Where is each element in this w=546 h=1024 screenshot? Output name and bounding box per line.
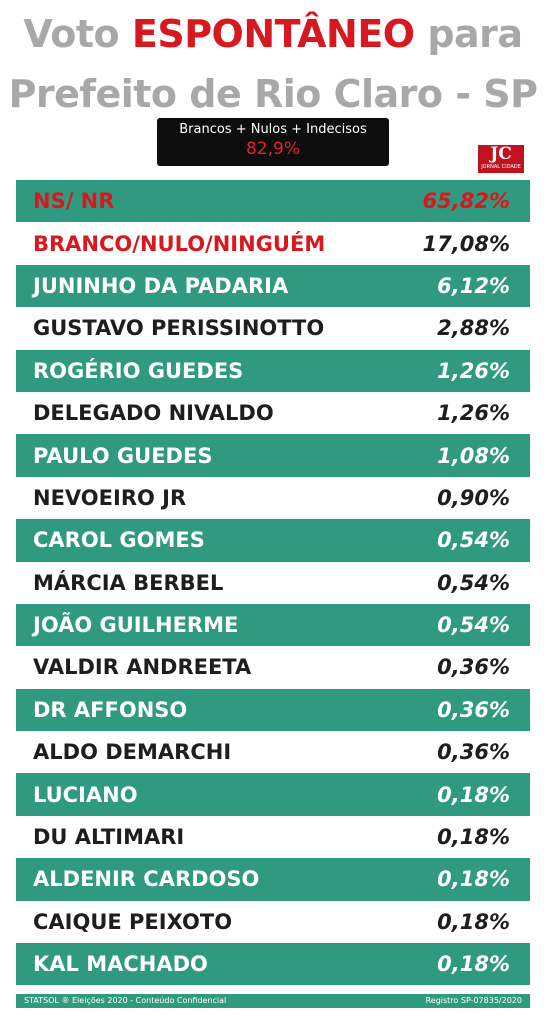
table-row bbox=[16, 307, 530, 349]
footer-left: STATSOL ® Eleições 2020 - Conteúdo Confidencial bbox=[24, 996, 227, 1005]
title-line-1 bbox=[0, 12, 546, 56]
summary-box bbox=[157, 118, 389, 166]
candidate-name: LUCIANO bbox=[33, 782, 138, 807]
candidate-percentage: 0,90% bbox=[437, 485, 510, 510]
table-row bbox=[16, 519, 530, 561]
table-row bbox=[16, 392, 530, 434]
candidate-name: JOÃO GUILHERME bbox=[33, 613, 239, 638]
table-row bbox=[16, 222, 530, 264]
logo-text: JC bbox=[490, 144, 512, 164]
candidate-percentage: 6,12% bbox=[437, 273, 510, 298]
table-row bbox=[16, 434, 530, 476]
candidate-name: KAL MACHADO bbox=[33, 952, 208, 977]
title-prefix: Voto bbox=[23, 12, 132, 56]
table-row bbox=[16, 477, 530, 519]
candidate-name: JUNINHO DA PADARIA bbox=[33, 273, 289, 298]
table-row bbox=[16, 773, 530, 815]
table-row bbox=[16, 180, 530, 222]
candidate-name: DU ALTIMARI bbox=[33, 825, 185, 850]
table-row bbox=[16, 731, 530, 773]
candidate-percentage: 1,26% bbox=[437, 358, 510, 383]
candidate-percentage: 0,18% bbox=[437, 867, 510, 892]
table-row bbox=[16, 943, 530, 985]
title-suffix: para bbox=[414, 12, 523, 56]
table-row bbox=[16, 562, 530, 604]
candidate-name: GUSTAVO PERISSINOTTO bbox=[33, 316, 325, 341]
footer-right: Registro SP-07835/2020 bbox=[425, 996, 522, 1005]
footer bbox=[16, 994, 530, 1008]
candidate-name: NS/ NR bbox=[33, 189, 115, 214]
table-row bbox=[16, 265, 530, 307]
candidate-name: MÁRCIA BERBEL bbox=[33, 570, 224, 595]
candidate-percentage: 0,36% bbox=[437, 740, 510, 765]
candidate-name: VALDIR ANDREETA bbox=[33, 655, 252, 680]
candidate-name: CAIQUE PEIXOTO bbox=[33, 909, 233, 934]
candidate-percentage: 0,54% bbox=[437, 528, 510, 553]
candidate-percentage: 1,08% bbox=[437, 443, 510, 468]
candidate-name: PAULO GUEDES bbox=[33, 443, 213, 468]
candidate-percentage: 1,26% bbox=[437, 401, 510, 426]
candidate-percentage: 0,54% bbox=[437, 570, 510, 595]
candidate-percentage: 0,36% bbox=[437, 697, 510, 722]
table-row bbox=[16, 689, 530, 731]
candidate-percentage: 65,82% bbox=[422, 189, 510, 214]
table-row bbox=[16, 858, 530, 900]
candidate-percentage: 0,18% bbox=[437, 782, 510, 807]
candidate-percentage: 0,54% bbox=[437, 613, 510, 638]
candidate-percentage: 0,18% bbox=[437, 952, 510, 977]
candidate-percentage: 17,08% bbox=[422, 231, 510, 256]
candidate-name: ALDENIR CARDOSO bbox=[33, 867, 260, 892]
candidate-name: ALDO DEMARCHI bbox=[33, 740, 232, 765]
candidate-percentage: 0,18% bbox=[437, 825, 510, 850]
summary-label: Brancos + Nulos + Indecisos bbox=[179, 122, 367, 137]
logo-subtext: JORNAL CIDADE bbox=[481, 164, 521, 170]
summary-value: 82,9% bbox=[245, 139, 300, 159]
jc-logo bbox=[478, 145, 524, 173]
candidate-percentage: 0,36% bbox=[437, 655, 510, 680]
candidate-name: NEVOEIRO JR bbox=[33, 485, 187, 510]
candidate-percentage: 2,88% bbox=[437, 316, 510, 341]
candidate-name: DR AFFONSO bbox=[33, 697, 188, 722]
candidate-name: BRANCO/NULO/NINGUÉM bbox=[33, 231, 326, 256]
table-row bbox=[16, 350, 530, 392]
table-row bbox=[16, 646, 530, 688]
candidate-name: CAROL GOMES bbox=[33, 528, 205, 553]
table-row bbox=[16, 901, 530, 943]
candidate-name: DELEGADO NIVALDO bbox=[33, 401, 274, 426]
table-row bbox=[16, 816, 530, 858]
results-table bbox=[16, 180, 530, 985]
candidate-name: ROGÉRIO GUEDES bbox=[33, 358, 244, 383]
candidate-percentage: 0,18% bbox=[437, 909, 510, 934]
title-highlight: ESPONTÂNEO bbox=[131, 12, 415, 56]
table-row bbox=[16, 604, 530, 646]
title-line-2: Prefeito de Rio Claro - SP bbox=[8, 72, 538, 116]
